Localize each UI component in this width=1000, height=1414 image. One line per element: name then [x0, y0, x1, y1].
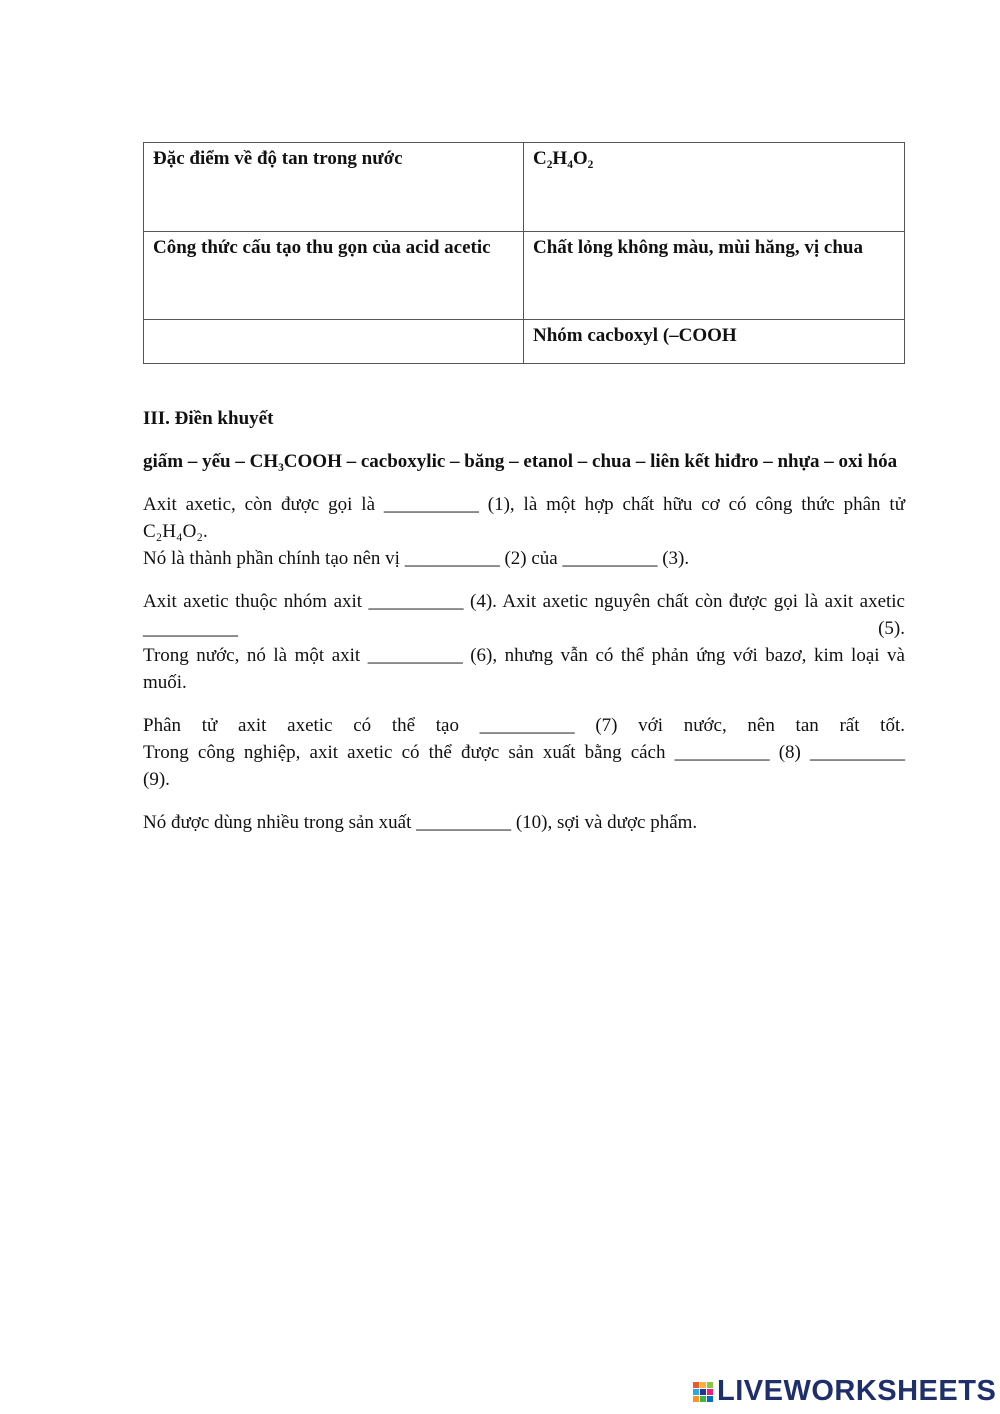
logo-square: [707, 1396, 713, 1402]
logo-square: [700, 1396, 706, 1402]
paragraph-line: muối.: [143, 672, 187, 693]
table-cell-left: Đặc điểm về độ tan trong nước: [144, 143, 524, 232]
paragraph-4: Nó được dùng nhiều trong sản xuất __________ (10), sợi và dược phẩm.: [143, 812, 698, 833]
paragraph-line: Trong nước, nó là một axit __________ (6), nhưng vẫn có thể phản ứng với bazơ, kim loại và: [143, 645, 905, 666]
liveworksheets-logo: [693, 1375, 996, 1408]
table-row: [144, 320, 905, 364]
blank-label: (5).: [878, 618, 905, 639]
table-cell-left: Công thức cấu tạo thu gọn của acid acetic: [144, 232, 524, 320]
paragraph-line: [143, 615, 905, 642]
fill-in-section: [143, 405, 905, 852]
paragraph-line: Axit axetic, còn được gọi là __________ (1), là một hợp chất hữu cơ có công thức phân tử: [143, 494, 905, 515]
paragraph-line: C₂H₄O₂.: [143, 521, 208, 542]
logo-square: [693, 1382, 699, 1388]
table-cell-right: Chất lỏng không màu, mùi hăng, vị chua: [524, 232, 905, 320]
table-cell-right: Nhóm cacboxyl (–COOH: [524, 320, 905, 364]
table-cell-left: [144, 320, 524, 364]
logo-square: [693, 1389, 699, 1395]
logo-text: LIVEWORKSHEETS: [717, 1375, 997, 1407]
matching-table: [143, 142, 905, 364]
logo-square: [707, 1389, 713, 1395]
logo-square: [707, 1382, 713, 1388]
table-row: [144, 143, 905, 232]
logo-grid-icon: [693, 1382, 713, 1402]
blank-5: __________: [143, 618, 238, 639]
section-heading: III. Điền khuyết: [143, 408, 274, 429]
paragraph-3: [143, 712, 905, 793]
paragraph-line: Phân tử axit axetic có thể tạo __________ (7) với nước, nên tan rất tốt.: [143, 715, 905, 736]
paragraph-line: Trong công nghiệp, axit axetic có thể được sản xuất bằng cách __________ (8) __________: [143, 742, 905, 763]
paragraph-2: [143, 588, 905, 696]
paragraph-line: (9).: [143, 769, 170, 790]
logo-square: [700, 1389, 706, 1395]
paragraph-1: [143, 491, 905, 572]
paragraph-line: Axit axetic thuộc nhóm axit __________ (4). Axit axetic nguyên chất còn được gọi là axit axetic: [143, 591, 905, 612]
word-bank: giấm – yếu – CH₃COOH – cacboxylic – băng – etanol – chua – liên kết hiđro – nhựa – oxi hóa: [143, 451, 898, 472]
logo-square: [693, 1396, 699, 1402]
paragraph-line: Nó là thành phần chính tạo nên vị __________ (2) của __________ (3).: [143, 548, 690, 569]
table-row: [144, 232, 905, 320]
logo-square: [700, 1382, 706, 1388]
table-cell-right: C₂H₄O₂: [524, 143, 905, 232]
